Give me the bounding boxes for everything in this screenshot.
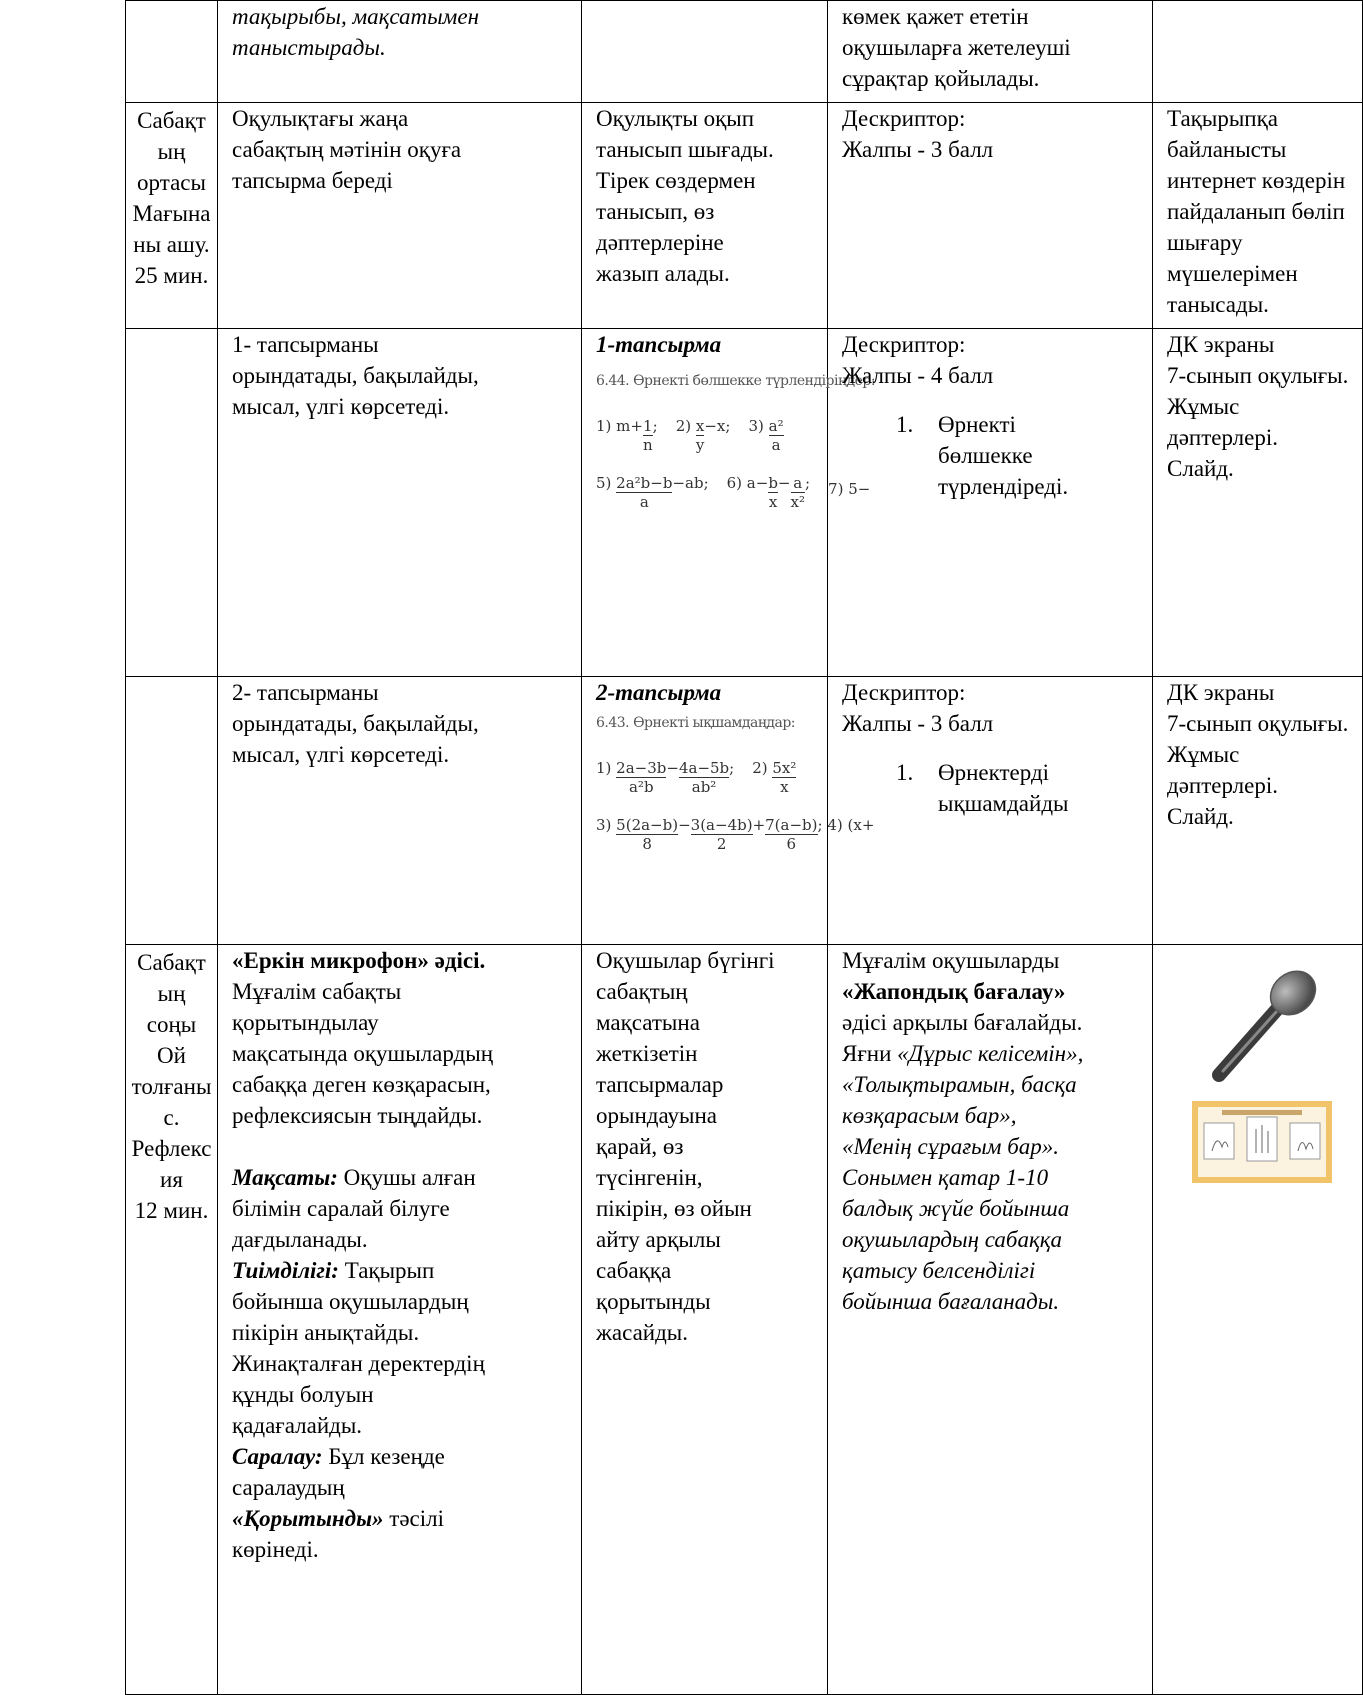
differentiation-label: Саралау: <box>232 1444 323 1469</box>
cell-text-line: Тірек сөздермен <box>596 168 756 193</box>
cell-text-line: танысып, өз <box>596 199 715 224</box>
cell-text-line: таныстырады. <box>232 35 386 60</box>
cell-text-line: тапсырма береді <box>232 168 393 193</box>
resources-cell <box>1153 677 1363 945</box>
task-title: 1-тапсырма <box>596 332 722 357</box>
cell-text-line: толғаны <box>131 1074 212 1099</box>
cell-text-line: Ой <box>157 1043 186 1068</box>
cell-text-line: тақырыбы, мақсатымен <box>232 4 479 29</box>
cell-text-line: орындауына <box>596 1103 717 1128</box>
cell-text-line: Жұмыс <box>1167 394 1240 419</box>
assessment-cell <box>828 677 1153 945</box>
cell-text-line: Сабақт <box>137 108 206 133</box>
student-activity-cell <box>582 1 828 103</box>
cell-text-line: танысады. <box>1167 292 1269 317</box>
teacher-activity-cell <box>218 1 582 103</box>
table-row <box>126 677 1363 945</box>
task-formula-image: 6.44. Өрнекті бөлшекке түрлендіріңдер: 1) m+ $\frac{1}{n}$ ; 2) $\frac{x}{y}$ −x; 3) $\frac{\text{a²}}{a}$ 5) $\frac{\text{2a²b−b}}{a}$ −ab; 6) a− $\frac{b}{x}$ − $\frac{a}{\text{x²}}$ ; 7) 5− <box>596 366 821 511</box>
assessment-cell <box>828 1 1153 103</box>
cell-text-line: құнды болуын <box>232 1382 374 1407</box>
task-caption: 6.43. Өрнекті ықшамдаңдар: <box>596 715 796 731</box>
cell-text-line: орындатады, бақылайды, <box>232 711 479 736</box>
cell-text-line: Мұғалім оқушыларды <box>842 948 1060 973</box>
cell-text-line: мақсатында оқушылардың <box>232 1041 494 1066</box>
student-activity-cell <box>582 945 828 1695</box>
cell-text-line: дәптерлеріне <box>596 230 724 255</box>
task-title: 2-тапсырма <box>596 680 722 705</box>
cell-text-line: 7-сынып оқулығы. <box>1167 711 1349 736</box>
cell-text-line: 1- тапсырманы <box>232 332 379 357</box>
cell-text-line: түрлендіреді. <box>938 474 1069 499</box>
cell-text-line: Жалпы - 3 балл <box>842 137 994 162</box>
cell-text-line: Өрнектерді <box>938 760 1050 785</box>
cell-text-line: шығару <box>1167 230 1243 255</box>
cell-text-line: қорытынды <box>596 1289 711 1314</box>
cell-text-line: білімін саралай білуге <box>232 1196 450 1221</box>
cell-text-line: сабаққа <box>596 1258 672 1283</box>
stage-cell <box>126 1 218 103</box>
cell-text-line: танысып шығады. <box>596 137 774 162</box>
cell-text-line: Дескриптор: <box>842 332 966 357</box>
descriptor-item <box>842 757 1146 819</box>
cell-text-line: Жалпы - 3 балл <box>842 711 994 736</box>
cell-text-line: Рефлекс <box>131 1136 212 1161</box>
task-caption: 6.44. Өрнекті бөлшекке түрлендіріңдер: <box>596 373 876 389</box>
cell-text-line: Оқушылар бүгінгі <box>596 948 775 973</box>
effectiveness-label: Тиімділігі: <box>232 1258 339 1283</box>
cell-text-line: ортасы <box>137 170 206 195</box>
cell-text-line: ДК экраны <box>1167 332 1275 357</box>
cell-text-line: с. <box>163 1105 180 1130</box>
table-row <box>126 945 1363 1695</box>
teacher-activity-cell <box>218 945 582 1695</box>
cell-text-line: әдісі арқылы бағалайды. <box>842 1010 1083 1035</box>
cell-text-line: мысал, үлгі көрсетеді. <box>232 394 450 419</box>
cell-text-line: мақсатына <box>596 1010 700 1035</box>
cell-text-line: Оқушы алған <box>337 1165 476 1190</box>
cell-text-line: Бұл кезеңде <box>322 1444 445 1469</box>
cell-text-line: тапсырмалар <box>596 1072 724 1097</box>
cell-text-line: Сабақт <box>137 950 206 975</box>
cell-text-line: байланысты <box>1167 137 1287 162</box>
cell-text-line: Жалпы - 4 балл <box>842 363 994 388</box>
cell-text-line: мүшелерімен <box>1167 261 1298 286</box>
cell-text-line: сабақтың <box>596 979 688 1004</box>
table-row <box>126 103 1363 329</box>
cell-text-line: сабақтың мәтінін оқуға <box>232 137 462 162</box>
cell-text-line: ықшамдайды <box>938 791 1069 816</box>
cell-text-line: «Толықтырамын, басқа <box>842 1072 1077 1097</box>
cell-text-line: «Менің сұрағым бар». <box>842 1134 1060 1159</box>
task-cell <box>582 677 875 945</box>
technique-name: «Қорытынды» <box>232 1506 384 1531</box>
assessment-cell <box>828 103 1153 329</box>
cell-text-line: балдық жүйе бойынша <box>842 1196 1070 1221</box>
cell-text-line: ың <box>157 981 186 1006</box>
teacher-activity-cell <box>218 329 582 677</box>
hand-gestures-slide-icon <box>1192 1101 1332 1183</box>
cell-text-line: Өрнекті <box>938 412 1016 437</box>
stage-cell <box>126 329 218 677</box>
cell-text-line: Оқулықтағы жаңа <box>232 106 409 131</box>
cell-text-line: Жинақталған деректердің <box>232 1351 485 1376</box>
cell-text-line: пікірін, өз ойын <box>596 1196 752 1221</box>
resources-cell <box>1153 1 1363 103</box>
cell-text-line: бойынша бағаланады. <box>842 1289 1060 1314</box>
cell-text-line: көрінеді. <box>232 1537 319 1562</box>
goal-label: Мақсаты: <box>232 1165 338 1190</box>
cell-text-line: дәптерлері. <box>1167 773 1279 798</box>
cell-text-line: Слайд. <box>1167 456 1234 481</box>
cell-text-line: қорытындылау <box>232 1010 379 1035</box>
cell-text-line: соңы <box>146 1012 197 1037</box>
cell-text-line: Сонымен қатар 1-10 <box>842 1165 1049 1190</box>
cell-text-line: сабаққа деген көзқарасын, <box>232 1072 491 1097</box>
lesson-plan-table <box>125 0 1363 1695</box>
cell-text-line: Мағына <box>132 201 211 226</box>
cell-text-line: көзқарасым бар», <box>842 1103 1017 1128</box>
cell-text-line: Мұғалім сабақты <box>232 979 402 1004</box>
assessment-cell <box>828 329 1153 677</box>
cell-text-line: ия <box>160 1167 183 1192</box>
table-row <box>126 1 1363 103</box>
cell-text-line: Жұмыс <box>1167 742 1240 767</box>
stage-cell <box>126 103 218 329</box>
cell-text-line: ДК экраны <box>1167 680 1275 705</box>
cell-text-line: көмек қажет ететін <box>842 4 1029 29</box>
cell-text-line: қатысу белсенділігі <box>842 1258 1036 1283</box>
cell-text-line: 2- тапсырманы <box>232 680 379 705</box>
cell-text-line: тәсілі <box>383 1506 445 1531</box>
cell-text-line: дағдыланады. <box>232 1227 368 1252</box>
cell-text-line: жасайды. <box>596 1320 689 1345</box>
task-cell <box>582 329 876 677</box>
teacher-activity-cell <box>218 677 582 945</box>
stage-cell <box>126 677 218 945</box>
cell-text-line: сұрақтар қойылады. <box>842 66 1040 91</box>
resources-cell <box>1153 329 1363 677</box>
cell-text-line: жеткізетін <box>596 1041 698 1066</box>
cell-text-line: бойынша оқушылардың <box>232 1289 469 1314</box>
assessment-method: «Жапондық бағалау» <box>842 979 1066 1004</box>
cell-text-line: Тақырыпқа <box>1167 106 1278 131</box>
cell-text-line: ны ашу. <box>133 232 210 257</box>
cell-text-line: мысал, үлгі көрсетеді. <box>232 742 450 767</box>
cell-text-line: орындатады, бақылайды, <box>232 363 479 388</box>
cell-text-line: Дескриптор: <box>842 106 966 131</box>
assessment-cell <box>828 945 1153 1695</box>
cell-text-line: «Дұрыс келісемін», <box>897 1041 1084 1066</box>
microphone-icon <box>1197 967 1327 1087</box>
cell-text-line: жазып алады. <box>596 261 730 286</box>
student-activity-cell <box>582 103 828 329</box>
cell-text-line: Яғни <box>842 1041 898 1066</box>
teacher-activity-cell <box>218 103 582 329</box>
cell-text-line: оқушыларға жетелеуші <box>842 35 1071 60</box>
cell-text-line: 1. <box>896 760 914 785</box>
cell-text-line: дәптерлері. <box>1167 425 1279 450</box>
cell-text-line: рефлексиясын тыңдайды. <box>232 1103 483 1128</box>
cell-text-line: қарай, өз <box>596 1134 684 1159</box>
cell-text-line: интернет көздерін <box>1167 168 1346 193</box>
cell-text-line: 12 мин. <box>134 1198 209 1223</box>
cell-text-line: саралаудың <box>232 1475 345 1500</box>
cell-text-line: бөлшекке <box>938 443 1033 468</box>
cell-text-line: Тақырып <box>338 1258 435 1283</box>
descriptor-item <box>842 409 1146 502</box>
cell-text-line: түсінгенін, <box>596 1165 703 1190</box>
resources-cell <box>1153 945 1363 1695</box>
resources-cell <box>1153 103 1363 329</box>
cell-text-line: пікірін анықтайды. <box>232 1320 420 1345</box>
cell-text-line: Дескриптор: <box>842 680 966 705</box>
task-formula-image: 6.43. Өрнекті ықшамдаңдар: 1) $\frac{2a-3b}{\text{a²b}}$ − $\frac{4a-5b}{\text{ab²}}$ ; 2) $\frac{\text{5x²}}{x}$ 3) $\frac{5(2a-b)}{8}$ − $\frac{3(a-4b)}{2}$ + $\frac{7(a-b)}{6}$ ; 4) (x+ <box>596 708 821 853</box>
cell-text-line: оқушылардың сабаққа <box>842 1227 1062 1252</box>
cell-text-line: Оқулықты оқып <box>596 106 755 131</box>
table-row <box>126 329 1363 677</box>
cell-text-line: қадағалайды. <box>232 1413 363 1438</box>
cell-text-line: 1. <box>896 412 914 437</box>
method-name: «Еркін микрофон» әдісі. <box>232 948 486 973</box>
cell-text-line: 25 мин. <box>134 263 209 288</box>
cell-text-line: Слайд. <box>1167 804 1234 829</box>
cell-text-line: айту арқылы <box>596 1227 721 1252</box>
cell-text-line: ың <box>157 139 186 164</box>
stage-cell <box>126 945 218 1695</box>
cell-text-line: 7-сынып оқулығы. <box>1167 363 1349 388</box>
cell-text-line: пайдаланып бөліп <box>1167 199 1345 224</box>
